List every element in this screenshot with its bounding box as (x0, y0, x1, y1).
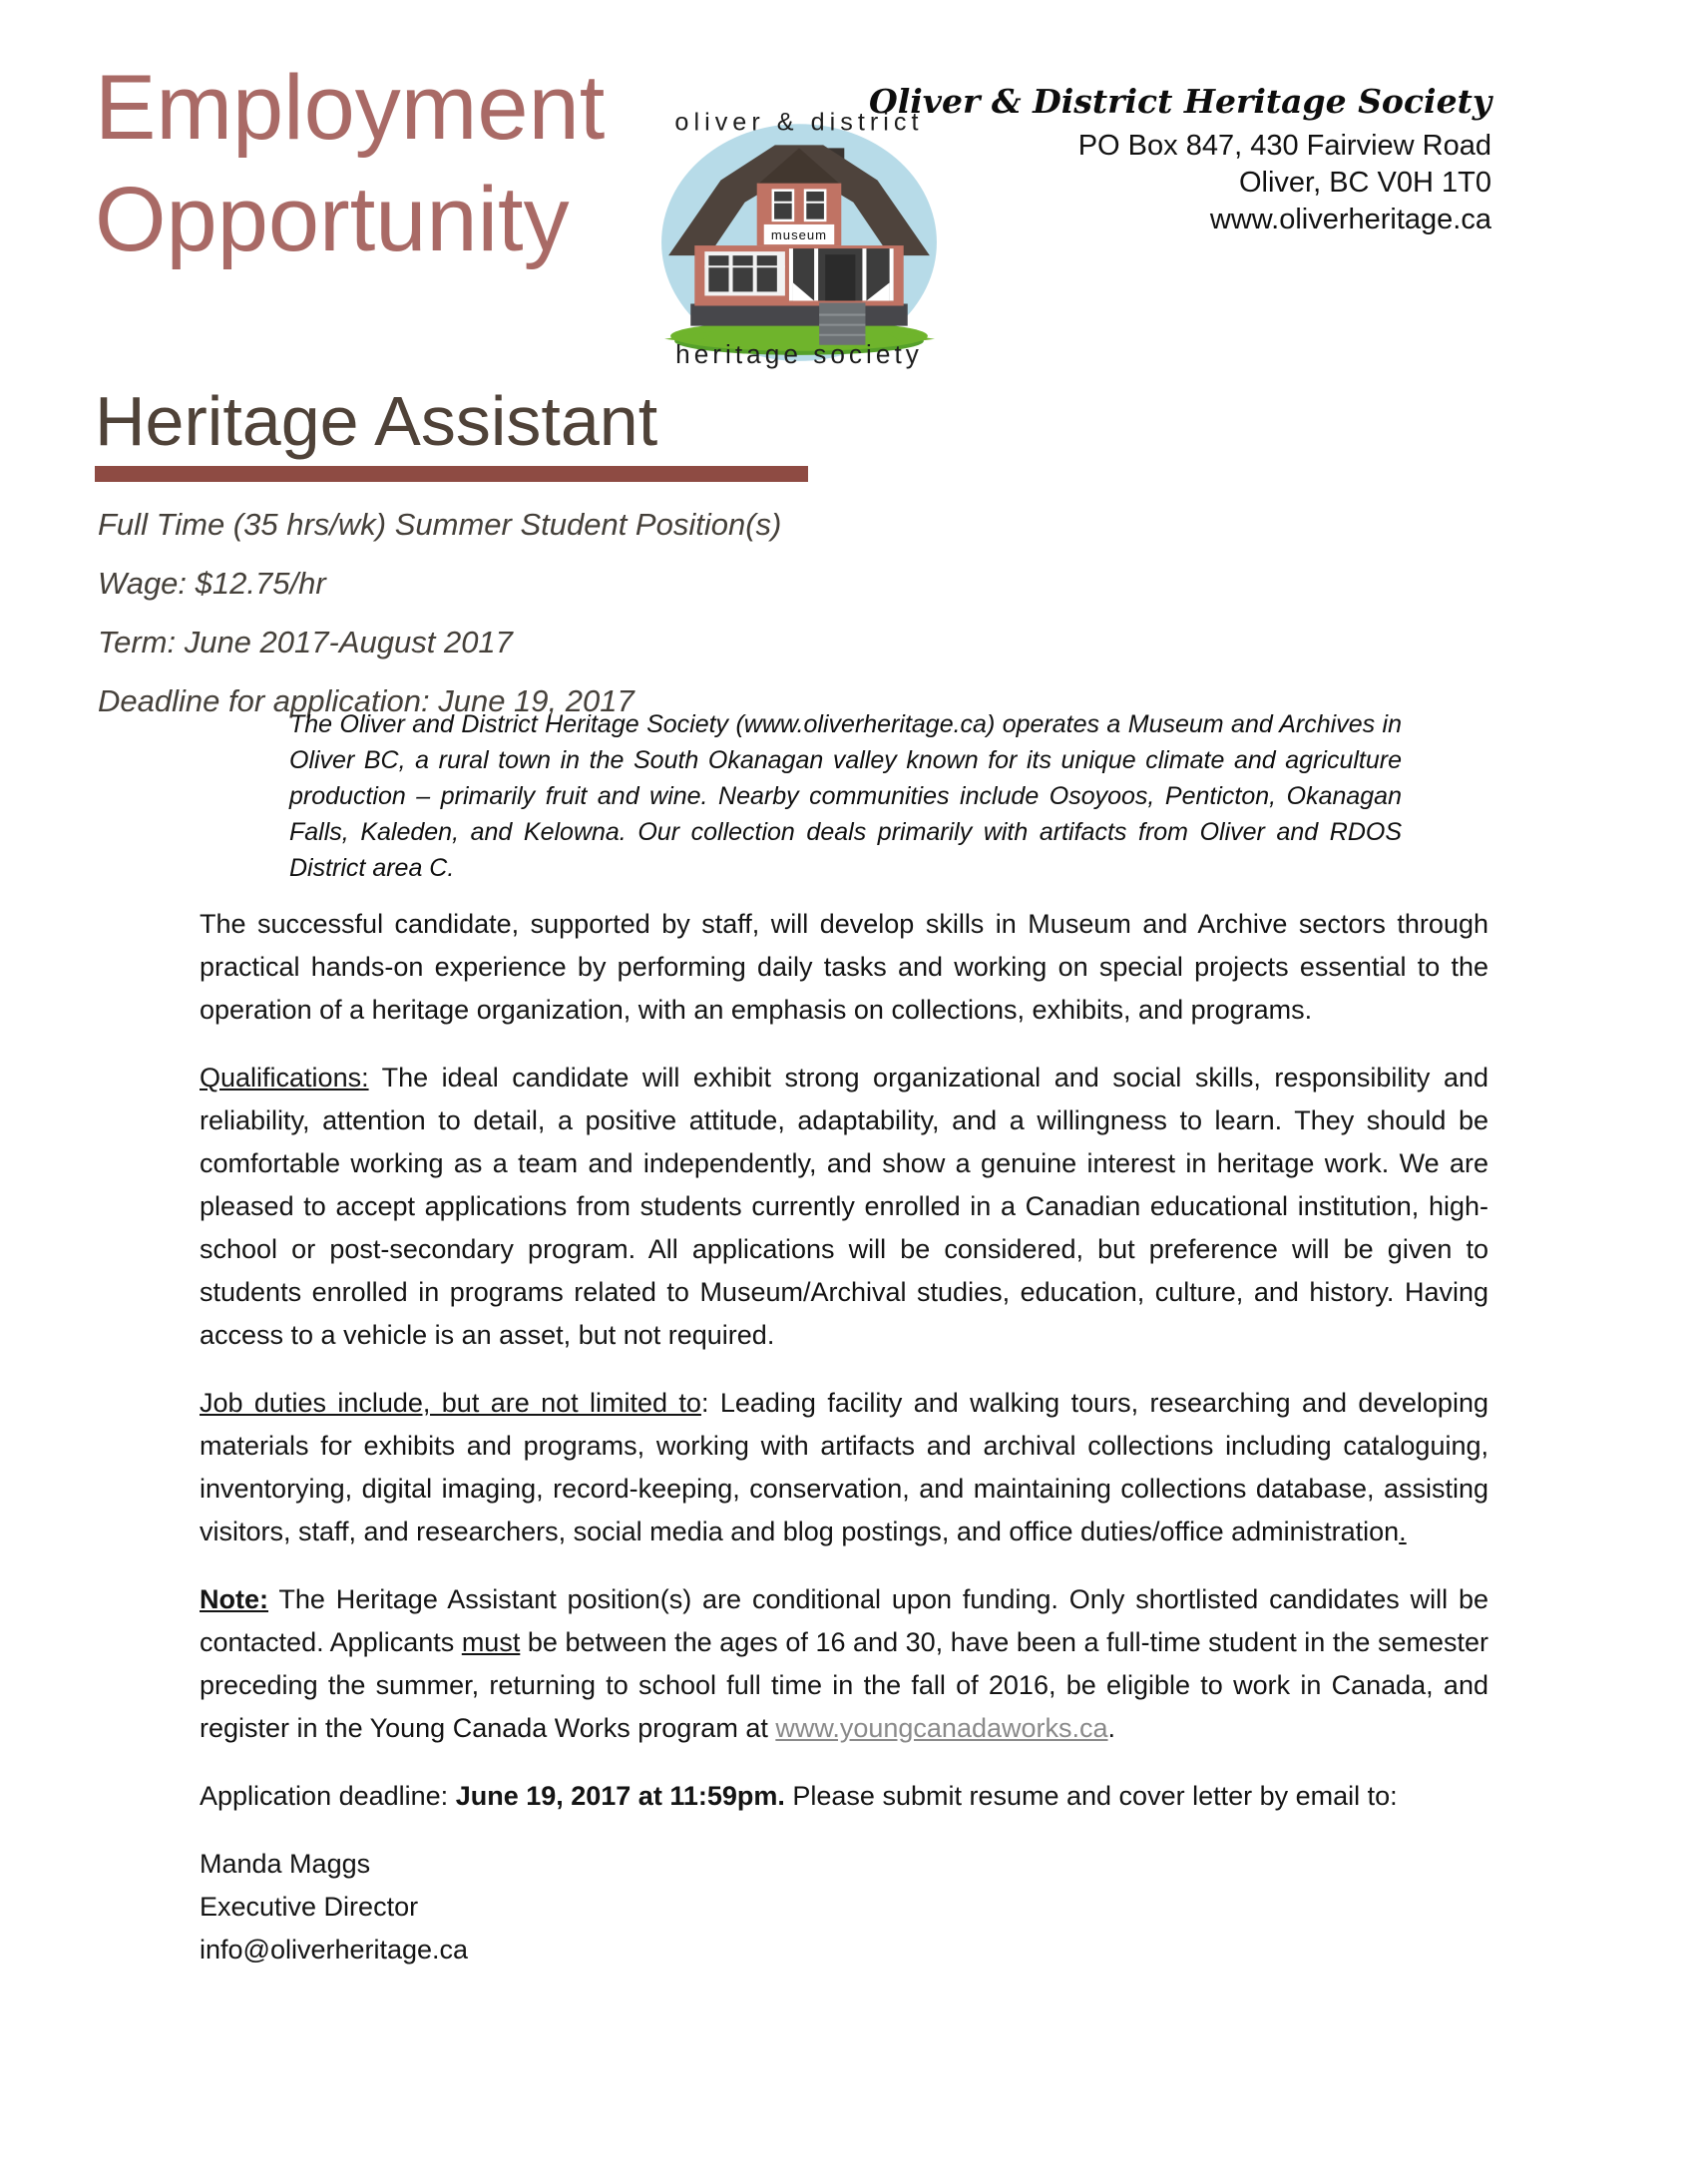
position-meta (98, 495, 781, 730)
position-heading: Heritage Assistant (95, 382, 658, 460)
lower-window-2 (733, 255, 753, 291)
contact-block (200, 1843, 1488, 1971)
logo-top-text: oliver & district (674, 108, 924, 137)
application-deadline-paragraph: Application deadline: June 19, 2017 at 11:59pm. Please submit resume and cover letter by email to: (200, 1781, 1398, 1811)
upper-window-left (773, 191, 793, 220)
overview-paragraph: The successful candidate, supported by staff, will develop skills in Museum and Archive sectors through practical hands-on experience by performing daily tasks and working on special projects essential to the operation of a heritage organization, with an emphasis on collections, exhibits, and programs. (200, 909, 1488, 1025)
qualifications-paragraph: Qualifications: The ideal candidate will exhibit strong organizational and social skills, responsibility and reliability, attention to detail, a positive attitude, adaptability, and a willingness to learn. They should be comfortable working as a team and independently, and show a genuine interest in heritage work. We are pleased to accept applications from students currently enrolled in a Canadian educational institution, high-school or post-secondary program. All applications will be considered, but preference will be given to students enrolled in programs related to Museum/Archival studies, education, culture, and history. Having access to a vehicle is an asset, but not required. (200, 1063, 1488, 1350)
body-column (200, 903, 1488, 1971)
org-website: www.oliverheritage.ca (1209, 204, 1491, 235)
young-canada-works-link[interactable]: www.youngcanadaworks.ca (775, 1713, 1108, 1743)
museum-sign-text: museum (770, 227, 828, 243)
meta-wage: Wage: $12.75/hr (98, 566, 326, 601)
page-title-line1: Employment (95, 57, 606, 159)
page-title (95, 52, 605, 275)
contact-email: info@oliverheritage.ca (200, 1935, 469, 1965)
house-foundation (690, 303, 908, 325)
org-address-line2: Oliver, BC V0H 1T0 (1238, 167, 1491, 199)
lower-window-1 (708, 255, 728, 291)
org-address-block (869, 76, 1491, 238)
org-address-line1: PO Box 847, 430 Fairview Road (1077, 130, 1491, 162)
meta-deadline: Deadline for application: June 19, 2017 (98, 683, 634, 718)
about-society-paragraph: The Oliver and District Heritage Society (www.oliverheritage.ca) operates a Museum and Archives in Oliver BC, a rural town in the South Okanagan valley known for its unique climate and agriculture production – primarily fruit and wine. Nearby communities include Osoyoos, Penticton, Okanagan Falls, Kaleden, and Kelowna. Our collection deals primarily with artifacts from Oliver and RDOS District area C. (289, 710, 1402, 882)
lower-window-3 (757, 255, 777, 291)
front-door (825, 254, 855, 300)
logo-bottom-text: heritage society (675, 338, 923, 369)
upper-window-right (805, 191, 825, 220)
org-name: Oliver & District Heritage Society (868, 82, 1491, 121)
heading-accent-bar (95, 466, 808, 482)
page-title-line2: Opportunity (95, 169, 570, 270)
contact-name: Manda Maggs (200, 1849, 371, 1879)
contact-title: Executive Director (200, 1892, 419, 1922)
meta-hours: Full Time (35 hrs/wk) Summer Student Position(s) (98, 507, 782, 542)
meta-term: Term: June 2017-August 2017 (98, 625, 513, 659)
note-paragraph: Note: The Heritage Assistant position(s) are conditional upon funding. Only shortlisted candidates will be contacted. Applicants must be between the ages of 16 and 30, have been a full-time student in the semester preceding the summer, returning to school full time in the fall of 2016, be eligible to work in Canada, and register in the Young Canada Works program at www.youngcanadaworks.ca. (200, 1584, 1489, 1743)
job-duties-paragraph: Job duties include, but are not limited to: Leading facility and walking tours, researching and developing materials for exhibits and programs, working with artifacts and archival collections including cataloguing, inventorying, digital imaging, record-keeping, conservation, and maintaining collections database, assisting visitors, staff, and researchers, social media and blog postings, and office duties/office administration. (200, 1388, 1488, 1546)
